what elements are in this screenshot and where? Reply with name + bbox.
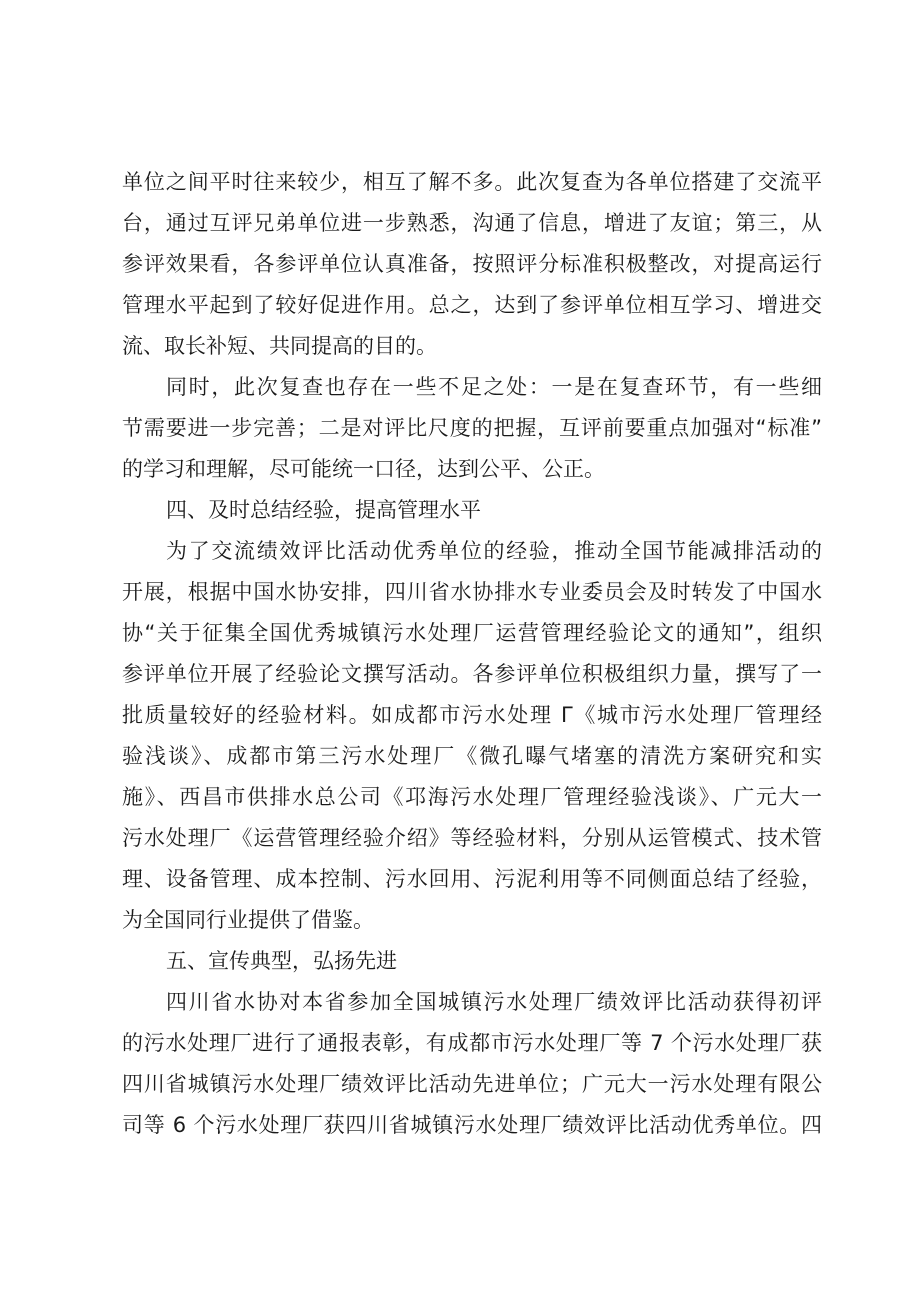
heading-line: 四、及时总结经验，提高管理水平 — [166, 498, 481, 522]
text-line: 的学习和理解，尽可能统一口径，达到公平、公正。 — [122, 457, 605, 481]
heading-line: 五、宣传典型，弘扬先进 — [166, 949, 397, 973]
paragraph-commendation — [122, 982, 822, 1146]
text-line: 理、设备管理、成本控制、污水回用、污泥利用等不同侧面总结了经验， — [122, 867, 822, 891]
text-line: 开展，根据中国水协安排，四川省水协排水专业委员会及时转发了中国水 — [122, 580, 822, 604]
paragraph-continuation — [122, 162, 822, 367]
text-line: 施》、西昌市供排水总公司《邛海污水处理厂管理经验浅谈》、广元大一 — [122, 785, 822, 809]
text-line: 的污水处理厂进行了通报表彰，有成都市污水处理厂等 7 个污水处理厂获 — [122, 1031, 822, 1055]
document-body — [122, 162, 822, 1146]
text-line: 验浅谈》、成都市第三污水处理厂《微孔曝气堵塞的清洗方案研究和实 — [122, 744, 822, 768]
section-heading-four — [122, 490, 822, 531]
text-line: 为了交流绩效评比活动优秀单位的经验，推动全国节能减排活动的 — [166, 539, 822, 563]
text-line: 节需要进一步完善；二是对评比尺度的把握，互评前要重点加强对“标准” — [122, 416, 822, 440]
text-line: 台，通过互评兄弟单位进一步熟悉，沟通了信息，增进了友谊；第三，从 — [122, 211, 822, 235]
text-line: 司等 6 个污水处理厂获四川省城镇污水处理厂绩效评比活动优秀单位。四 — [122, 1113, 822, 1137]
text-line: 协“关于征集全国优秀城镇污水处理厂运营管理经验论文的通知”，组织 — [122, 621, 822, 645]
text-line: 参评效果看，各参评单位认真准备，按照评分标准积极整改，对提高运行 — [122, 252, 822, 276]
text-line: 四川省城镇污水处理厂绩效评比活动先进单位；广元大一污水处理有限公 — [122, 1072, 822, 1096]
section-heading-five — [122, 941, 822, 982]
text-line: 批质量较好的经验材料。如成都市污水处理 Γ《城市污水处理厂管理经 — [122, 703, 822, 727]
text-line: 管理水平起到了较好促进作用。总之，达到了参评单位相互学习、增进交 — [122, 293, 822, 317]
text-line: 为全国同行业提供了借鉴。 — [122, 908, 374, 932]
text-line: 四川省水协对本省参加全国城镇污水处理厂绩效评比活动获得初评 — [166, 990, 822, 1014]
text-line: 流、取长补短、共同提高的目的。 — [122, 334, 437, 358]
paragraph-shortcomings — [122, 367, 822, 490]
text-line: 污水处理厂《运营管理经验介绍》等经验材料，分别从运管模式、技术管 — [122, 826, 822, 850]
text-line: 同时，此次复查也存在一些不足之处：一是在复查环节，有一些细 — [166, 375, 822, 399]
text-line: 参评单位开展了经验论文撰写活动。各参评单位积极组织力量，撰写了一 — [122, 662, 822, 686]
paragraph-experience — [122, 531, 822, 941]
text-line: 单位之间平时往来较少，相互了解不多。此次复查为各单位搭建了交流平 — [122, 170, 822, 194]
